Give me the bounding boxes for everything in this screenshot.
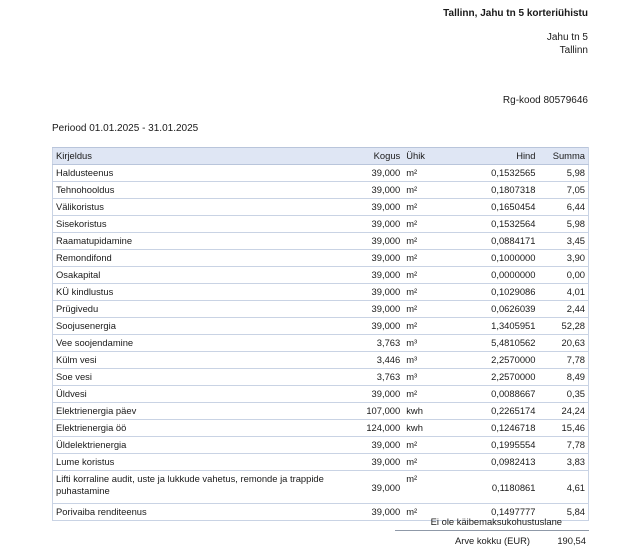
cell-sum: 4,61 [538, 471, 588, 504]
cell-unit: m² [403, 233, 444, 250]
registry-code: Rg-kood 80579646 [502, 95, 588, 106]
cell-sum: 5,98 [538, 216, 588, 233]
table-row [53, 233, 589, 250]
invoice-table [52, 147, 589, 521]
cell-unit: m² [403, 250, 444, 267]
cell-price: 0,1532564 [444, 216, 538, 233]
cell-quantity: 3,446 [340, 352, 403, 369]
cell-quantity: 39,000 [340, 284, 403, 301]
total-separator [395, 530, 589, 531]
cell-sum: 3,83 [538, 454, 588, 471]
cell-unit: m² [403, 471, 444, 504]
cell-price: 0,0000000 [444, 267, 538, 284]
cell-price: 0,1497777 [444, 504, 538, 521]
cell-description: Tehnohooldus [53, 182, 341, 199]
cell-unit: kwh [403, 403, 444, 420]
cell-sum: 6,44 [538, 199, 588, 216]
cell-sum: 0,35 [538, 386, 588, 403]
cell-sum: 0,00 [538, 267, 588, 284]
column-header-quantity: Kogus [340, 148, 403, 165]
cell-quantity: 39,000 [340, 199, 403, 216]
table-row [53, 284, 589, 301]
cell-description: Haldusteenus [53, 165, 341, 182]
cell-quantity: 39,000 [340, 386, 403, 403]
cell-description: Prügivedu [53, 301, 341, 318]
cell-unit: kwh [403, 420, 444, 437]
total-value: 190,54 [557, 535, 586, 546]
cell-description: Lifti korraline audit, uste ja lukkude vahetus, remonde ja trappide puhastamine [53, 471, 341, 504]
cell-unit: m² [403, 318, 444, 335]
cell-price: 1,3405951 [444, 318, 538, 335]
table-row [53, 420, 589, 437]
table-row [53, 216, 589, 233]
table-row [53, 403, 589, 420]
cell-sum: 2,44 [538, 301, 588, 318]
cell-quantity: 39,000 [340, 437, 403, 454]
cell-unit: m³ [403, 335, 444, 352]
column-header-sum: Summa [538, 148, 588, 165]
cell-price: 0,0884171 [444, 233, 538, 250]
column-header-unit: Ühik [403, 148, 444, 165]
vat-note: Ei ole käibemaksukohustuslane [430, 516, 562, 527]
cell-quantity: 124,000 [340, 420, 403, 437]
cell-unit: m³ [403, 352, 444, 369]
company-street: Jahu tn 5 [546, 32, 588, 43]
cell-sum: 7,05 [538, 182, 588, 199]
cell-price: 0,1532565 [444, 165, 538, 182]
column-header-description: Kirjeldus [53, 148, 341, 165]
billing-period: Periood 01.01.2025 - 31.01.2025 [52, 123, 199, 134]
cell-sum: 5,98 [538, 165, 588, 182]
cell-unit: m² [403, 301, 444, 318]
table-row [53, 165, 589, 182]
cell-unit: m² [403, 216, 444, 233]
cell-description: Soe vesi [53, 369, 341, 386]
cell-description: Elektrienergia päev [53, 403, 341, 420]
cell-price: 0,1180861 [444, 471, 538, 504]
cell-description: Külm vesi [53, 352, 341, 369]
total-label: Arve kokku (EUR) [454, 535, 530, 546]
cell-description: Üldvesi [53, 386, 341, 403]
cell-quantity: 39,000 [340, 216, 403, 233]
cell-description: Vee soojendamine [53, 335, 341, 352]
cell-unit: m² [403, 454, 444, 471]
cell-price: 0,0626039 [444, 301, 538, 318]
cell-price: 0,1650454 [444, 199, 538, 216]
cell-price: 0,1246718 [444, 420, 538, 437]
cell-quantity: 39,000 [340, 267, 403, 284]
cell-price: 0,2265174 [444, 403, 538, 420]
table-header-row [53, 148, 589, 165]
table-row [53, 182, 589, 199]
table-row [53, 267, 589, 284]
cell-description: Raamatupidamine [53, 233, 341, 250]
cell-description: Osakapital [53, 267, 341, 284]
table-row [53, 318, 589, 335]
cell-price: 2,2570000 [444, 369, 538, 386]
cell-sum: 5,84 [538, 504, 588, 521]
cell-quantity: 39,000 [340, 301, 403, 318]
table-row [53, 386, 589, 403]
cell-unit: m² [403, 437, 444, 454]
cell-unit: m² [403, 165, 444, 182]
cell-sum: 3,45 [538, 233, 588, 250]
table-row [53, 369, 589, 386]
table-row [53, 437, 589, 454]
cell-sum: 52,28 [538, 318, 588, 335]
table-row [53, 352, 589, 369]
cell-quantity: 39,000 [340, 454, 403, 471]
cell-price: 0,1807318 [444, 182, 538, 199]
cell-quantity: 39,000 [340, 233, 403, 250]
cell-sum: 7,78 [538, 352, 588, 369]
cell-quantity: 39,000 [340, 318, 403, 335]
table-row [53, 301, 589, 318]
cell-price: 0,0088667 [444, 386, 538, 403]
cell-quantity: 3,763 [340, 369, 403, 386]
cell-unit: m² [403, 199, 444, 216]
cell-sum: 4,01 [538, 284, 588, 301]
table-row [53, 471, 589, 504]
cell-price: 0,1995554 [444, 437, 538, 454]
table-row [53, 335, 589, 352]
cell-sum: 7,78 [538, 437, 588, 454]
cell-description: Remondifond [53, 250, 341, 267]
cell-unit: m² [403, 504, 444, 521]
cell-sum: 24,24 [538, 403, 588, 420]
cell-unit: m³ [403, 369, 444, 386]
company-name: Tallinn, Jahu tn 5 korteriühistu [443, 8, 588, 19]
cell-price: 5,4810562 [444, 335, 538, 352]
cell-quantity: 39,000 [340, 504, 403, 521]
cell-sum: 8,49 [538, 369, 588, 386]
cell-quantity: 107,000 [340, 403, 403, 420]
cell-quantity: 39,000 [340, 471, 403, 504]
cell-description: Üldelektrienergia [53, 437, 341, 454]
cell-sum: 3,90 [538, 250, 588, 267]
table-row [53, 199, 589, 216]
table-row [53, 454, 589, 471]
cell-sum: 20,63 [538, 335, 588, 352]
cell-price: 0,0982413 [444, 454, 538, 471]
cell-quantity: 39,000 [340, 182, 403, 199]
cell-unit: m² [403, 182, 444, 199]
cell-quantity: 3,763 [340, 335, 403, 352]
cell-description: Elektrienergia öö [53, 420, 341, 437]
column-header-price: Hind [444, 148, 538, 165]
cell-unit: m² [403, 386, 444, 403]
cell-description: Lume koristus [53, 454, 341, 471]
cell-price: 2,2570000 [444, 352, 538, 369]
cell-description: Soojusenergia [53, 318, 341, 335]
cell-description: KÜ kindlustus [53, 284, 341, 301]
cell-price: 0,1000000 [444, 250, 538, 267]
cell-quantity: 39,000 [340, 165, 403, 182]
cell-unit: m² [403, 284, 444, 301]
cell-price: 0,1029086 [444, 284, 538, 301]
cell-description: Sisekoristus [53, 216, 341, 233]
cell-sum: 15,46 [538, 420, 588, 437]
cell-description: Porivaiba renditeenus [53, 504, 341, 521]
table-row [53, 250, 589, 267]
cell-unit: m² [403, 267, 444, 284]
company-city: Tallinn [559, 45, 588, 56]
cell-description: Välikoristus [53, 199, 341, 216]
cell-quantity: 39,000 [340, 250, 403, 267]
